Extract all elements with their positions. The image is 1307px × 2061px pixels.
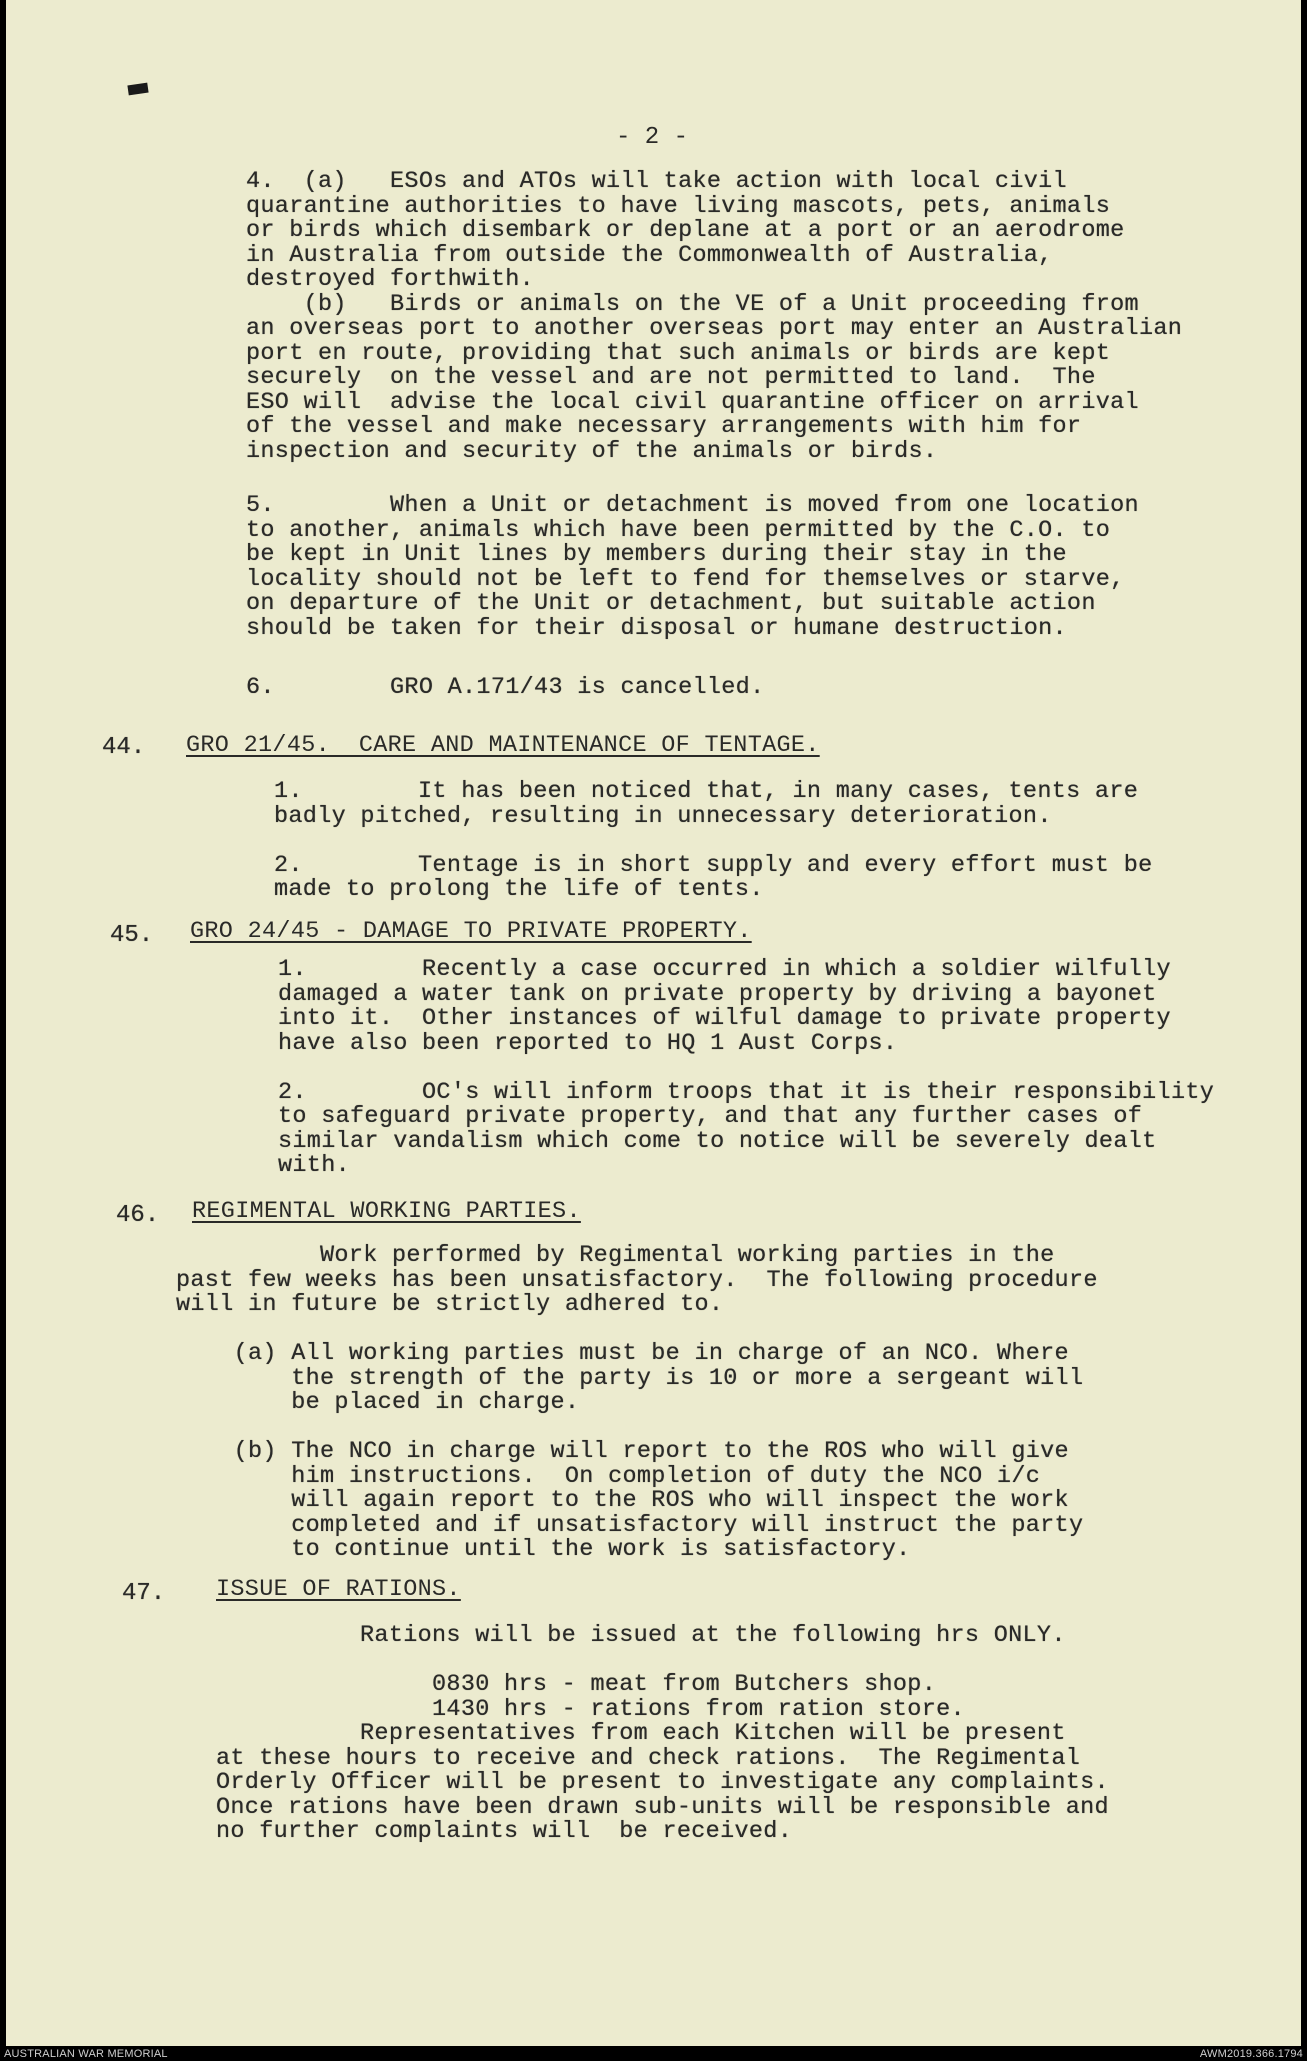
section-46-number: 46. [116, 1202, 160, 1229]
section-45-number: 45. [110, 922, 154, 949]
page-number: - 2 - [616, 124, 689, 151]
section-44-number: 44. [102, 734, 146, 761]
document-page [6, 0, 1301, 2046]
section-45-heading: GRO 24/45 - DAMAGE TO PRIVATE PROPERTY. [190, 918, 752, 945]
footer-accession-number: AWM2019.366.1794 [1199, 2048, 1303, 2060]
section-44-body: 1. It has been noticed that, in many cases, tents are badly pitched, resulting in unnecessary deterioration. 2. Tentage is in short supply and every effort must be made to prolong the life of tents. [274, 778, 1153, 903]
section-45-body: 1. Recently a case occurred in which a soldier wilfully damaged a water tank on private property by driving a bayonet into it. Other instances of wilful damage to private property have also been reported to HQ 1 Aust Corps. 2. OC's will inform troops that it is their responsibility to safeguard private property, and that any further cases of similar vandalism which come to notice will be severely dealt with. [278, 956, 1215, 1179]
section-46-heading: REGIMENTAL WORKING PARTIES. [192, 1198, 581, 1225]
tape-mark-icon [127, 83, 148, 96]
section-46-body: Work performed by Regimental working parties in the past few weeks has been unsatisfactory. The following procedure will in future be strictly adhered to. (a) All working parties must be in charge of an NCO. Where the strength of the party is 10 or more a sergeant will be placed in charge. (b) The NCO in charge will report to the ROS who will give him instructions. On completion of duty the NCO i/c will again report to the ROS who will inspect the work completed and if unsatisfactory will instruct the party to continue until the work is satisfactory. [176, 1242, 1098, 1563]
paragraph-5: 5. When a Unit or detachment is moved from one location to another, animals which have been permitted by the C.O. to be kept in Unit lines by members during their stay in the locality should not be left to fend for themselves or starve, on departure of the Unit or detachment, but suitable action should be taken for their disposal or humane destruction. [246, 492, 1139, 642]
footer-source: AUSTRALIAN WAR MEMORIAL [4, 2048, 168, 2060]
paragraph-4: 4. (a) ESOs and ATOs will take action with local civil quarantine authorities to have living mascots, pets, animals or birds which disembark or deplane at a port or an aerodrome in Australia from outside the Commonwealth of Australia, destroyed forthwith. (b) Birds or animals on the VE of a Unit proceeding from an overseas port to another overseas port may enter an Australian port en route, providing that such animals or birds are kept securely on the vessel and are not permitted to land. The ESO will advise the local civil quarantine officer on arrival of the vessel and make necessary arrangements with him for inspection and security of the animals or birds. [246, 168, 1183, 465]
section-44-heading: GRO 21/45. CARE AND MAINTENANCE OF TENTAGE. [186, 732, 820, 759]
section-47-heading: ISSUE OF RATIONS. [216, 1576, 461, 1603]
section-47-body: Rations will be issued at the following hrs ONLY. 0830 hrs - meat from Butchers shop. 1430 hrs - rations from ration store. Representatives from each Kitchen will be present at these hours to receive and check rations. The Regimental Orderly Officer will be present to investigate any complaints. Once rations have been drawn sub-units will be responsible and no further complaints will be received. [216, 1622, 1109, 1845]
section-47-number: 47. [122, 1580, 166, 1607]
paragraph-6: 6. GRO A.171/43 is cancelled. [246, 674, 765, 701]
